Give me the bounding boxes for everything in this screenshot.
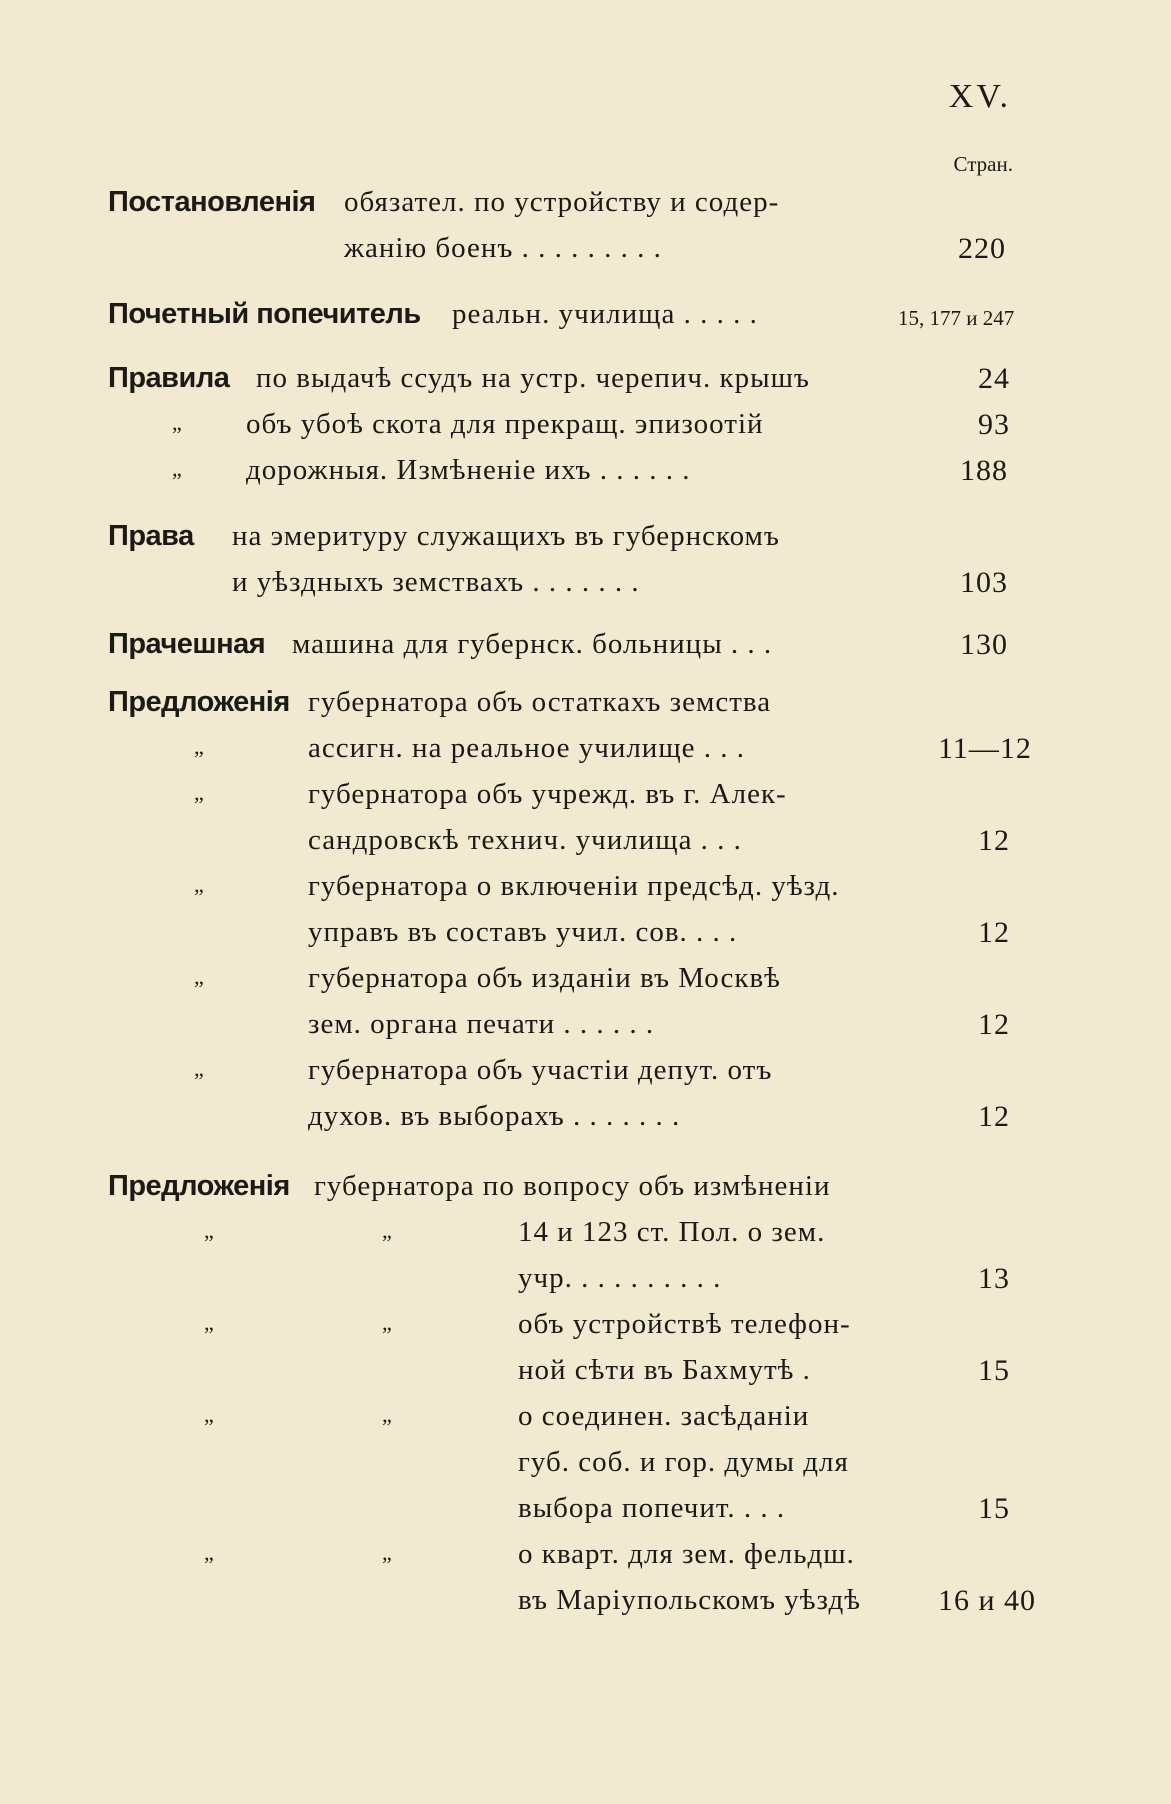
page-reference: 220 [958, 232, 1006, 265]
entry-line: 14 и 123 ст. Пол. о зем. [518, 1216, 826, 1248]
page-reference: 103 [960, 566, 1008, 599]
ditto-mark: „ [382, 1218, 392, 1243]
page-reference: 24 [978, 362, 1010, 395]
entry-heading: Предложенія [108, 686, 290, 718]
ditto-mark: „ [204, 1310, 214, 1335]
ditto-mark: „ [172, 410, 182, 435]
ditto-mark: „ [172, 456, 182, 481]
ditto-mark: „ [194, 734, 204, 759]
entry-line: о соединен. засѣданіи [518, 1400, 810, 1432]
entry-line: ассигн. на реальное училище . . . [308, 732, 746, 764]
entry-line: губернатора о включеніи предсѣд. уѣзд. [308, 870, 840, 902]
entry-heading: Прачешная [108, 628, 266, 660]
page-reference: 13 [978, 1262, 1010, 1295]
page-reference: 16 и 40 [938, 1584, 1037, 1617]
ditto-mark: „ [382, 1540, 392, 1565]
entry-line: жанію боенъ . . . . . . . . . [344, 232, 662, 264]
entry-line: губернатора объ остаткахъ земства [308, 686, 772, 718]
entry-heading: Почетный попечитель [108, 298, 421, 330]
entry-heading: Права [108, 520, 194, 552]
entry-heading: Правила [108, 362, 230, 394]
entry-line: сандровскѣ технич. училища . . . [308, 824, 742, 856]
page-reference: 188 [960, 454, 1008, 487]
entry-line: по выдачѣ ссудъ на устр. черепич. крышъ [256, 362, 810, 394]
page-reference: 12 [978, 1100, 1010, 1133]
ditto-mark: „ [194, 964, 204, 989]
entry-line: губернатора объ учрежд. въ г. Алек- [308, 778, 787, 810]
page-reference: 15 [978, 1492, 1010, 1525]
entry-heading: Постановленія [108, 186, 316, 218]
entry-line: выбора попечит. . . . [518, 1492, 786, 1524]
entry-line: духов. въ выборахъ . . . . . . . [308, 1100, 681, 1132]
entry-line: губ. соб. и гор. думы для [518, 1446, 849, 1478]
entry-line: учр. . . . . . . . . . [518, 1262, 722, 1294]
entry-line: реальн. училища . . . . . [452, 298, 758, 330]
entry-line: въ Маріупольскомъ уѣздѣ [518, 1584, 861, 1616]
entry-line: о кварт. для зем. фельдш. [518, 1538, 855, 1570]
ditto-mark: „ [194, 872, 204, 897]
entry-line: на эмеритуру служащихъ въ губернскомъ [232, 520, 780, 552]
page-reference: 12 [978, 1008, 1010, 1041]
ditto-mark: „ [194, 1056, 204, 1081]
entry-line: объ убоѣ скота для прекращ. эпизоотій [246, 408, 764, 440]
page-number: XV. [948, 78, 1011, 115]
ditto-mark: „ [382, 1402, 392, 1427]
page-reference: 15, 177 и 247 [898, 306, 1015, 330]
entry-line: губернатора по вопросу объ измѣненіи [314, 1170, 831, 1202]
entry-line: и уѣздныхъ земствахъ . . . . . . . [232, 566, 640, 598]
entry-heading: Предложенія [108, 1170, 290, 1202]
entry-line: дорожныя. Измѣненіе ихъ . . . . . . [246, 454, 691, 486]
ditto-mark: „ [204, 1402, 214, 1427]
ditto-mark: „ [194, 780, 204, 805]
page-reference: 12 [978, 824, 1010, 857]
entry-line: обязател. по устройству и содер- [344, 186, 780, 218]
entry-line: ной сѣти въ Бахмутѣ . [518, 1354, 811, 1386]
entry-line: управъ въ составъ учил. сов. . . . [308, 916, 738, 948]
page-reference: 12 [978, 916, 1010, 949]
entry-line: машина для губернск. больницы . . . [292, 628, 773, 660]
pages-column-header: Стран. [953, 152, 1013, 176]
ditto-mark: „ [204, 1218, 214, 1243]
page-reference: 93 [978, 408, 1010, 441]
entry-line: губернатора объ участіи депут. отъ [308, 1054, 773, 1086]
page-reference: 15 [978, 1354, 1010, 1387]
page-reference: 130 [960, 628, 1008, 661]
page-reference: 11—12 [938, 732, 1032, 765]
ditto-mark: „ [204, 1540, 214, 1565]
entry-line: губернатора объ изданіи въ Москвѣ [308, 962, 781, 994]
ditto-mark: „ [382, 1310, 392, 1335]
entry-line: объ устройствѣ телефон- [518, 1308, 851, 1340]
entry-line: зем. органа печати . . . . . . [308, 1008, 655, 1040]
